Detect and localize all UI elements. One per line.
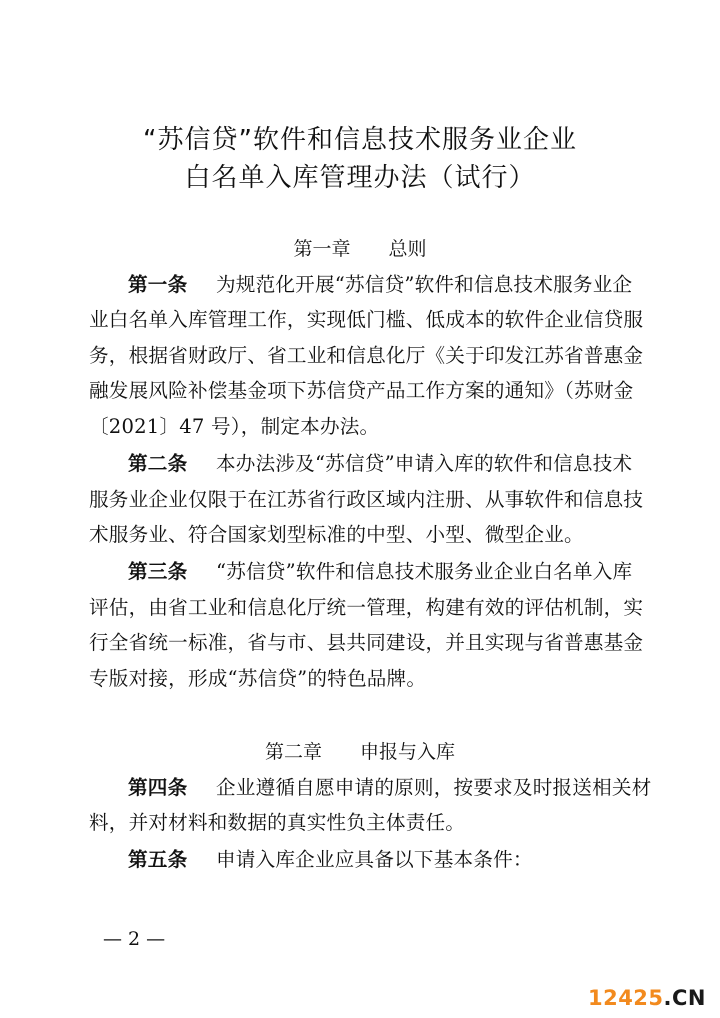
article-3-head: 第三条 — [128, 560, 188, 583]
article-2-line-1 — [128, 449, 637, 479]
article-5-line-1 — [128, 845, 637, 875]
article-3-text-1: “苏信贷”软件和信息技术服务业企业白名单入库 — [216, 560, 633, 583]
article-1-line-2: 业白名单入库管理工作，实现低门槛、低成本的软件企业信贷服 — [89, 308, 644, 331]
article-5-head: 第五条 — [128, 848, 188, 871]
document-title-line-1: “苏信贷”软件和信息技术服务业企业 — [143, 125, 577, 155]
article-2-text-1: 本办法涉及“苏信贷”申请入库的软件和信息技术 — [216, 452, 633, 475]
article-2-head: 第二条 — [128, 452, 188, 475]
article-1-line-3: 务，根据省财政厅、省工业和信息化厅《关于印发江苏省普惠金 — [89, 344, 644, 367]
article-3-line-2: 评估，由省工业和信息化厅统一管理，构建有效的评估机制，实 — [89, 596, 644, 619]
chapter-2-name: 申报与入库 — [360, 741, 456, 763]
article-2-line-3: 术服务业、符合国家划型标准的中型、小型、微型企业。 — [89, 523, 584, 546]
chapter-1-heading — [0, 235, 720, 263]
page-number: — 2 — — [103, 928, 166, 950]
article-3-line-4: 专版对接，形成“苏信贷”的特色品牌。 — [89, 667, 427, 690]
article-1-head: 第一条 — [128, 273, 188, 296]
article-2-line-2: 服务业企业仅限于在江苏省行政区域内注册、从事软件和信息技 — [89, 488, 644, 511]
article-1-line-4: 融发展风险补偿基金项下苏信贷产品工作方案的通知》（苏财金 — [89, 379, 634, 402]
chapter-2-heading — [0, 738, 720, 766]
article-4-line-2: 料，并对材料和数据的真实性负主体责任。 — [89, 811, 466, 834]
article-4-text-1: 企业遵循自愿申请的原则，按要求及时报送相关材 — [216, 776, 652, 799]
article-4-line-1 — [128, 773, 652, 803]
article-5-text-1: 申请入库企业应具备以下基本条件： — [216, 848, 533, 871]
watermark-number: 12425 — [587, 986, 664, 1010]
chapter-1-number: 第一章 — [293, 238, 351, 260]
site-watermark — [588, 986, 706, 1010]
article-3-line-1 — [128, 557, 637, 587]
article-4-head: 第四条 — [128, 776, 188, 799]
chapter-1-name: 总则 — [388, 238, 427, 260]
article-3-line-3: 行全省统一标准，省与市、县共同建设，并且实现与省普惠基金 — [89, 631, 644, 654]
article-1-line-5: 〔2021〕47 号），制定本办法。 — [89, 415, 380, 438]
chapter-2-number: 第二章 — [264, 741, 322, 763]
article-1-text-1: 为规范化开展“苏信贷”软件和信息技术服务业企 — [216, 273, 633, 296]
watermark-suffix: .CN — [663, 986, 706, 1010]
document-title-line-2: 白名单入库管理办法（试行） — [184, 163, 536, 193]
article-1-line-1 — [128, 270, 637, 300]
